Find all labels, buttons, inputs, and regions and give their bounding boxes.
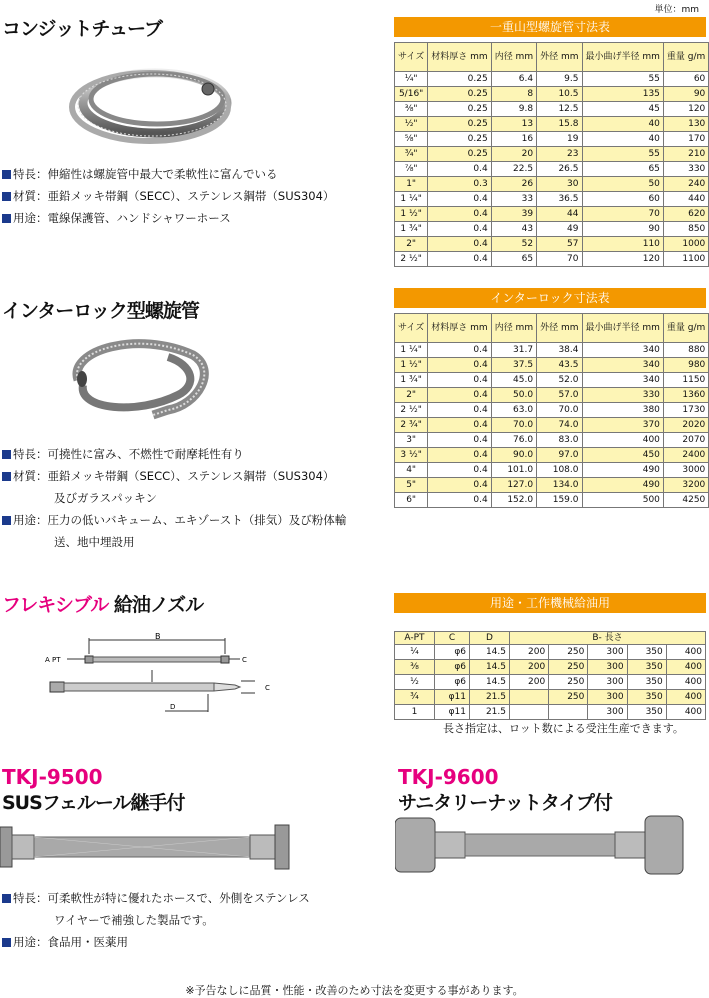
table-row: 5/16" 0.25 8 10.5 135 90	[395, 87, 709, 102]
nozzle-note: 長さ指定は、ロット数による受注生産できます。	[443, 722, 684, 735]
table-row: 1 φ11 21.5 300 350 400	[395, 705, 706, 720]
model-9500: TKJ-9500	[2, 765, 103, 789]
table-row: 2 ¾" 0.4 70.0 74.0 370 2020	[395, 418, 709, 433]
table-row: ⅞" 0.4 22.5 26.5 65 330	[395, 162, 709, 177]
table-row: 2 ½" 0.4 65 70 120 1100	[395, 252, 709, 267]
table3-title: 用途・工作機械給油用	[394, 593, 706, 613]
table-row: 1 ½" 0.4 39 44 70 620	[395, 207, 709, 222]
table-row: ¼" 0.25 6.4 9.5 55 60	[395, 72, 709, 87]
table-row: ⅜ φ6 14.5 200 250 300 350 400	[395, 660, 706, 675]
table-row: 4" 0.4 101.0 108.0 490 3000	[395, 463, 709, 478]
table-row: ⅝" 0.25 16 19 40 170	[395, 132, 709, 147]
model-9500-sub: SUSフェルール継手付	[2, 792, 185, 814]
table-row: 1 ½" 0.4 37.5 43.5 340 980	[395, 358, 709, 373]
table-row: ¼ φ6 14.5 200 250 300 350 400	[395, 645, 706, 660]
table-row: 5" 0.4 127.0 134.0 490 3200	[395, 478, 709, 493]
table2-title: インターロック寸法表	[394, 288, 706, 308]
table-row: 2 ½" 0.4 63.0 70.0 380 1730	[395, 403, 709, 418]
hose-9500-image	[0, 815, 330, 880]
svg-text:C: C	[242, 656, 247, 664]
table-row: ⅜" 0.25 9.8 12.5 45 120	[395, 102, 709, 117]
interlock-tube-image	[58, 325, 218, 435]
model-9600-sub: サニタリーナットタイプ付	[398, 792, 612, 814]
svg-text:D: D	[170, 703, 176, 711]
footer-note: ※予告なしに品質・性能・改善のため寸法を変更する事があります。	[185, 984, 524, 997]
table-row: ¾" 0.25 20 23 55 210	[395, 147, 709, 162]
svg-text:C: C	[265, 684, 270, 692]
unit-label: 単位：mm	[654, 5, 699, 15]
table1: サイズ 材料厚さ mm 内径 mm 外径 mm 最小曲げ半径 mm 重量 g/m ¼" 0.25 6.4 9.5 55 60 5/16" 0.25 8 10.5 135 90 ⅜" 0.25 9.8 12.5 45 120 ½" 0.25 13 15.8 40 130 ⅝" 0.25 16 19 40 170 ¾" 0.25 20 23 55 210 ⅞" 0.4 22.5 26.5 65 330 1" 0.3 26 30 50 240 1 ¼" 0.4 33 36.5 60 440 1 ½" 0.4 39 44 70 620 1 ¾" 0.4 43 49 90 850 2" 0.4 52 57 110 1000 2 ½" 0.4 65 70 120 1100	[394, 42, 709, 267]
dim-b: B	[155, 632, 161, 641]
conduit-title: コンジットチューブ	[2, 18, 163, 40]
table-row: ¾ φ11 21.5 250 300 350 400	[395, 690, 706, 705]
table-row: 1 ¼" 0.4 31.7 38.4 340 880	[395, 343, 709, 358]
conduit-tube-image	[60, 55, 240, 155]
sus-bullets: 特長：可柔軟性が特に優れたホースで、外側をステンレス ワイヤーで補強した製品です。 用途：食品用・医薬用	[2, 887, 310, 953]
table-row: 2" 0.4 52 57 110 1000	[395, 237, 709, 252]
interlock-title: インターロック型螺旋管	[2, 300, 199, 322]
table-row: 1 ¾" 0.4 43 49 90 850	[395, 222, 709, 237]
table-row: ½ φ6 14.5 200 250 300 350 400	[395, 675, 706, 690]
table2: サイズ 材料厚さ mm 内径 mm 外径 mm 最小曲げ半径 mm 重量 g/m 1 ¼" 0.4 31.7 38.4 340 880 1 ½" 0.4 37.5 43.5 340 980 1 ¾" 0.4 45.0 52.0 340 1150 2" 0.4 50.0 57.0 330 1360 2 ½" 0.4 63.0 70.0 380 1730 2 ¾" 0.4 70.0 74.0 370 2020 3" 0.4 76.0 83.0 400 2070 3 ½" 0.4 90.0 97.0 450 2400 4" 0.4 101.0 108.0 490 3000 5" 0.4 127.0 134.0 490 3200 6" 0.4 152.0 159.0 500 4250	[394, 313, 709, 508]
table-row: 3 ½" 0.4 90.0 97.0 450 2400	[395, 448, 709, 463]
model-9600: TKJ-9600	[398, 765, 499, 789]
table1-title: 一重山型螺旋管寸法表	[394, 17, 706, 37]
hose-9600-image	[395, 810, 685, 880]
table3: A-PT C D B- 長さ ¼ φ6 14.5 200 250 300 350 400 ⅜ φ6 14.5 200 250 300 350 400 ½ φ6 14.5 200 250 300 350 400 ¾ φ11 21.5 250 300 350 400 1 φ11 21.5 300 350 400	[394, 631, 706, 720]
interlock-bullets: 特長：可撓性に富み、不燃性で耐摩耗性有り 材質：亜鉛メッキ帯鋼（SECC）、ステンレス鋼帯（SUS304） 及びガラスパッキン 用途：圧力の低いバキューム、エキゾースト（排気）及び粉体輸 送、地中埋設用	[2, 443, 346, 553]
table-row: 1 ¾" 0.4 45.0 52.0 340 1150	[395, 373, 709, 388]
conduit-bullets: 特長：伸縮性は螺旋管中最大で柔軟性に富んでいる 材質：亜鉛メッキ帯鋼（SECC）、ステンレス鋼帯（SUS304） 用途：電線保護管、ハンドシャワーホース	[2, 163, 334, 229]
table-row: ½" 0.25 13 15.8 40 130	[395, 117, 709, 132]
table-row: 1 ¼" 0.4 33 36.5 60 440	[395, 192, 709, 207]
table-row: 2" 0.4 50.0 57.0 330 1360	[395, 388, 709, 403]
table-row: 1" 0.3 26 30 50 240	[395, 177, 709, 192]
nozzle-title: フレキシブル 給油ノズル	[2, 594, 204, 616]
svg-text:A PT: A PT	[45, 656, 61, 664]
table-row: 3" 0.4 76.0 83.0 400 2070	[395, 433, 709, 448]
table-row: 6" 0.4 152.0 159.0 500 4250	[395, 493, 709, 508]
nozzle-diagram	[45, 630, 295, 715]
